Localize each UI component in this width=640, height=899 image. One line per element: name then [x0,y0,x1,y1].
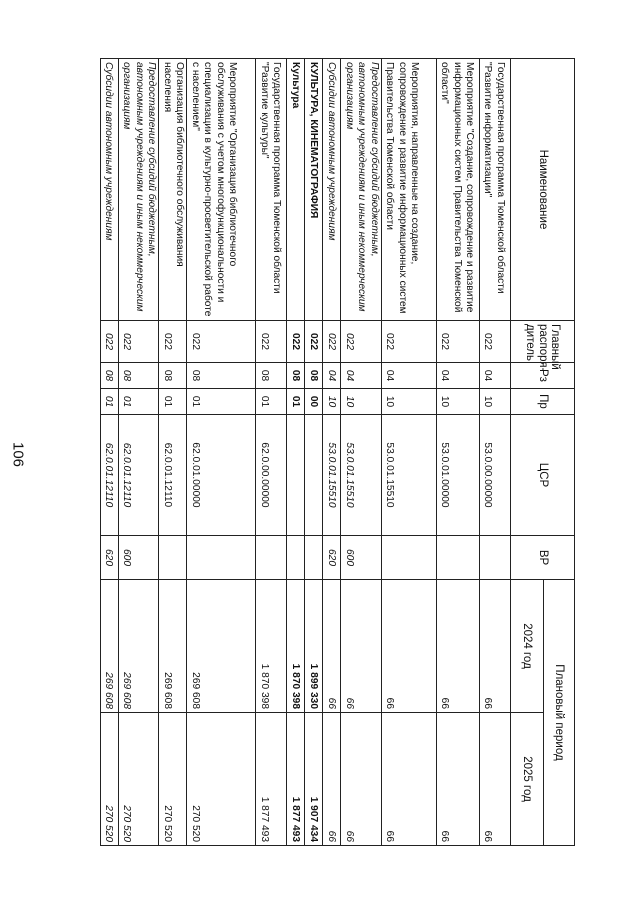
header-planned-period: Плановый период [544,580,575,846]
table-row [159,59,187,846]
cell-rz: 04 [323,363,341,389]
table-row [256,59,287,846]
cell-rz: 04 [437,363,480,389]
cell-pr: 01 [119,389,160,415]
cell-vr: 620 [101,536,119,580]
cell-csr: 53.0.01.15510 [341,415,382,536]
cell-2025: 66 [341,713,382,846]
cell-csr: 53.0.01.15510 [323,415,341,536]
cell-rz: 08 [101,363,119,389]
cell-pr: 00 [305,389,323,415]
table-row [305,59,323,846]
cell-rz: 04 [382,363,437,389]
header-year-2024: 2024 год [511,580,544,713]
cell-csr: 62.0.01.12110 [119,415,160,536]
cell-grbs: 022 [187,321,256,363]
cell-name: Субсидии автономным учреждениям [101,59,119,321]
cell-name: Мероприятия, направленные на создание, сопровождение и развитие информационных систем Правительства Тюменской области [382,59,437,321]
cell-2025: 66 [323,713,341,846]
cell-name: КУЛЬТУРА, КИНЕМАТОГРАФИЯ [305,59,323,321]
cell-vr [256,536,287,580]
cell-2024: 66 [323,580,341,713]
cell-name: Государственная программа Тюменской области "Развитие информатизации" [480,59,511,321]
table-row [382,59,437,846]
cell-2025: 1 907 434 [305,713,323,846]
cell-rz: 08 [187,363,256,389]
cell-grbs: 022 [256,321,287,363]
cell-grbs: 022 [341,321,382,363]
cell-csr: 62.0.00.00000 [256,415,287,536]
header-row [544,59,575,846]
table-row [437,59,480,846]
cell-name: Предоставление субсидий бюджетным, автономным учреждениям и иным некоммерческим организациям [341,59,382,321]
cell-2024: 1 899 330 [305,580,323,713]
cell-name: Предоставление субсидий бюджетным, автономным учреждениям и иным некоммерческим организациям [119,59,160,321]
table-row [187,59,256,846]
cell-vr [287,536,305,580]
cell-grbs: 022 [437,321,480,363]
cell-pr: 10 [480,389,511,415]
cell-rz: 08 [305,363,323,389]
cell-2024: 66 [437,580,480,713]
table-header [511,59,575,846]
cell-pr: 10 [341,389,382,415]
cell-2025: 270 520 [159,713,187,846]
cell-2025: 66 [382,713,437,846]
budget-table [100,58,575,846]
page-number: 106 [9,441,27,468]
cell-rz: 08 [159,363,187,389]
header-name: Наименование [511,59,575,321]
cell-csr [287,415,305,536]
cell-vr: 600 [341,536,382,580]
cell-vr: 620 [323,536,341,580]
cell-grbs: 022 [382,321,437,363]
cell-vr [437,536,480,580]
table-row [480,59,511,846]
cell-2025: 66 [437,713,480,846]
cell-name: Мероприятие "Организация библиотечного обслуживания с учетом многофункциональности и специализации в культурно-просветительской работе с населением" [187,59,256,321]
cell-grbs: 022 [101,321,119,363]
cell-rz: 04 [341,363,382,389]
cell-2025: 66 [480,713,511,846]
cell-csr [305,415,323,536]
table-row [287,59,305,846]
cell-pr: 10 [437,389,480,415]
cell-2024: 1 870 398 [287,580,305,713]
header-pr: Пр [511,389,575,415]
cell-name: Государственная программа Тюменской области "Развитие культуры" [256,59,287,321]
cell-pr: 01 [256,389,287,415]
cell-rz: 08 [119,363,160,389]
header-grbs: Главный распоря-дитель [511,321,575,363]
cell-vr [187,536,256,580]
cell-vr [159,536,187,580]
cell-2024: 66 [341,580,382,713]
cell-2024: 1 870 398 [256,580,287,713]
cell-csr: 53.0.01.00000 [437,415,480,536]
cell-pr: 01 [101,389,119,415]
table-row [323,59,341,846]
cell-csr: 62.0.01.12110 [101,415,119,536]
cell-2025: 270 520 [187,713,256,846]
cell-2024: 66 [480,580,511,713]
cell-2025: 270 520 [101,713,119,846]
cell-pr: 10 [382,389,437,415]
cell-name: Субсидии автономным учреждениям [323,59,341,321]
cell-grbs: 022 [287,321,305,363]
cell-rz: 04 [480,363,511,389]
cell-vr [382,536,437,580]
cell-pr: 01 [287,389,305,415]
cell-name: Мероприятие "Создание, сопровождение и развитие информационных систем Правительства Тюменской области" [437,59,480,321]
cell-2025: 270 520 [119,713,160,846]
cell-rz: 08 [287,363,305,389]
table-row [341,59,382,846]
budget-table-container [103,58,575,845]
cell-grbs: 022 [119,321,160,363]
cell-grbs: 022 [323,321,341,363]
cell-csr: 62.0.01.00000 [187,415,256,536]
cell-csr: 62.0.01.12110 [159,415,187,536]
header-csr: ЦСР [511,415,575,536]
cell-2024: 269 608 [187,580,256,713]
table-row [101,59,119,846]
cell-vr [305,536,323,580]
table-row [119,59,160,846]
cell-2024: 269 608 [119,580,160,713]
cell-rz: 08 [256,363,287,389]
cell-2025: 1 877 493 [287,713,305,846]
cell-2024: 269 608 [159,580,187,713]
cell-vr [480,536,511,580]
cell-2024: 66 [382,580,437,713]
cell-csr: 53.0.01.15510 [382,415,437,536]
cell-vr: 600 [119,536,160,580]
cell-2024: 269 608 [101,580,119,713]
cell-2025: 1 877 493 [256,713,287,846]
table-body [101,59,511,846]
header-vr: ВР [511,536,575,580]
cell-grbs: 022 [305,321,323,363]
cell-grbs: 022 [480,321,511,363]
cell-pr: 10 [323,389,341,415]
cell-pr: 01 [187,389,256,415]
header-year-2025: 2025 год [511,713,544,846]
header-rz: Рз [511,363,575,389]
cell-name: Организация библиотечного обслуживания населения [159,59,187,321]
cell-csr: 53.0.00.00000 [480,415,511,536]
cell-grbs: 022 [159,321,187,363]
cell-name: Культура [287,59,305,321]
cell-pr: 01 [159,389,187,415]
